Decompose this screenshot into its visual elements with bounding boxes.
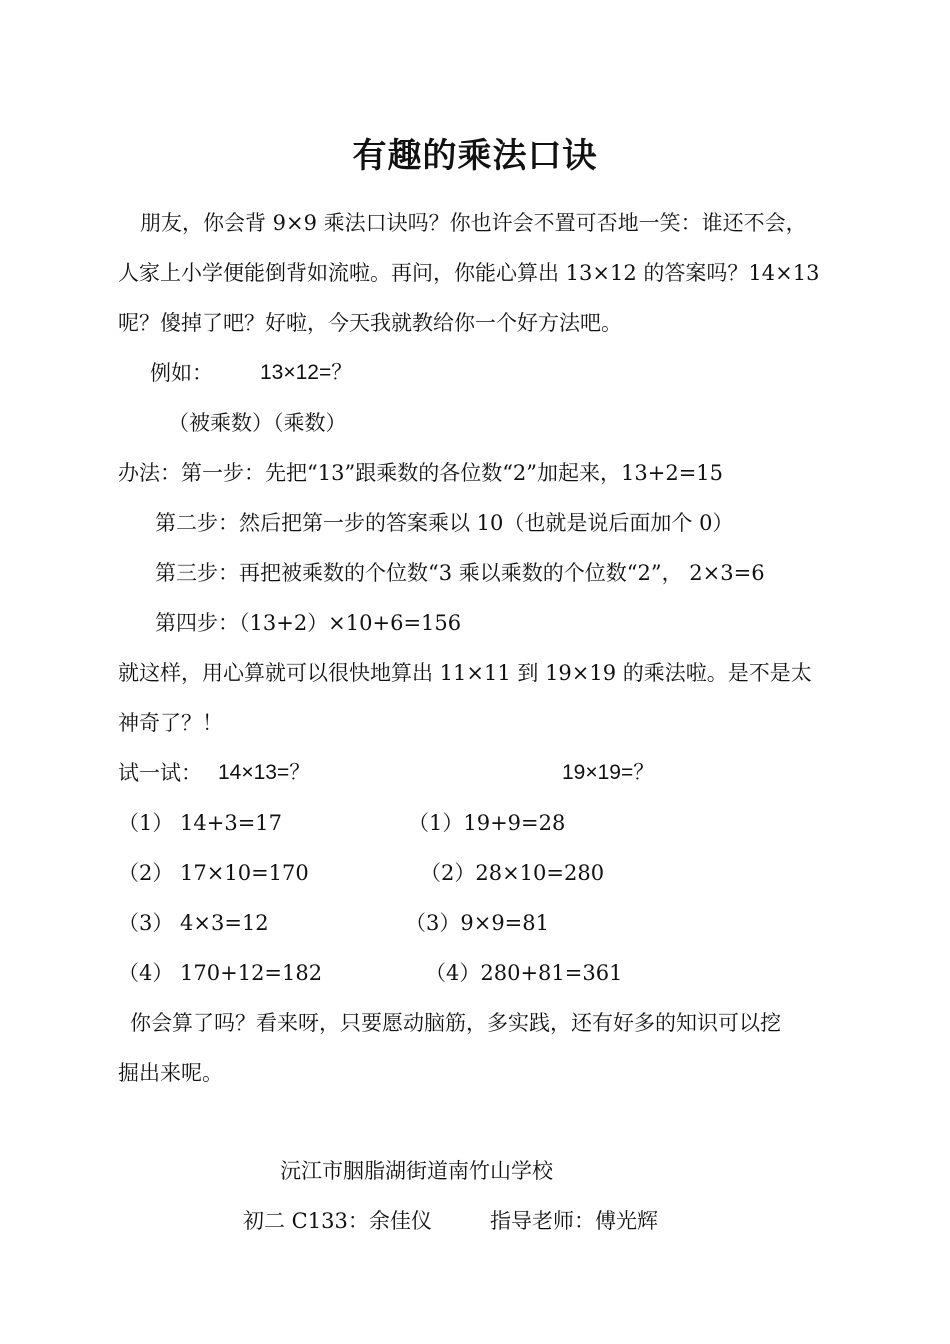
conclusion-line-1: 就这样，用心算就可以很快地算出 11×11 到 19×19 的乘法啦。是不是太 — [118, 661, 812, 685]
intro-line-3: 呢？傻掉了吧？好啦，今天我就教给你一个好方法吧。 — [118, 311, 622, 335]
footer-school: 沅江市胭脂湖街道南竹山学校 — [280, 1159, 553, 1183]
intro-line-1: 朋友，你会背 9×9 乘法口诀吗？你也许会不置可否地一笑：谁还不会， — [140, 211, 807, 235]
try-left-step-4: （4） 170+12=182 — [118, 961, 323, 985]
document-title: 有趣的乘法口诀 — [352, 136, 598, 176]
try-right-problem: 19×19=？ — [562, 761, 655, 784]
example-expression: 13×12=？ — [260, 361, 353, 384]
conclusion-line-2: 神奇了？！ — [118, 711, 223, 735]
try-right-step-3: （3）9×9=81 — [405, 911, 549, 935]
try-left-step-3: （3） 4×3=12 — [118, 911, 269, 935]
try-right-step-1: （1）19+9=28 — [408, 811, 566, 835]
method-step-4: 第四步：（13+2）×10+6=156 — [155, 611, 462, 635]
method-step-3: 第三步：再把被乘数的个位数“3 乘以乘数的个位数“2”， 2×3=6 — [155, 561, 765, 585]
try-left-step-1: （1） 14+3=17 — [118, 811, 283, 835]
try-right-step-4: （4）280+81=361 — [425, 961, 623, 985]
method-step-1: 办法：第一步：先把“13”跟乘数的各位数“2”加起来，13+2=15 — [118, 461, 724, 485]
example-label: 例如： — [150, 361, 213, 385]
method-step-2: 第二步：然后把第一步的答案乘以 10（也就是说后面加个 0） — [155, 511, 734, 535]
footer-student: 初二 C133：余佳仪 — [243, 1209, 432, 1233]
try-label: 试一试： — [118, 761, 202, 785]
closing-line-1: 你会算了吗？看来呀，只要愿动脑筋，多实践，还有好多的知识可以挖 — [130, 1011, 781, 1035]
intro-line-2: 人家上小学便能倒背如流啦。再问，你能心算出 13×12 的答案吗？14×13 — [118, 261, 820, 285]
example-annotation: （被乘数）（乘数） — [168, 411, 347, 435]
try-right-step-2: （2）28×10=280 — [420, 861, 605, 885]
try-left-problem: 14×13=？ — [218, 761, 311, 784]
footer-teacher: 指导老师：傅光辉 — [490, 1209, 658, 1233]
try-left-step-2: （2） 17×10=170 — [118, 861, 309, 885]
closing-line-2: 掘出来呢。 — [118, 1061, 223, 1085]
